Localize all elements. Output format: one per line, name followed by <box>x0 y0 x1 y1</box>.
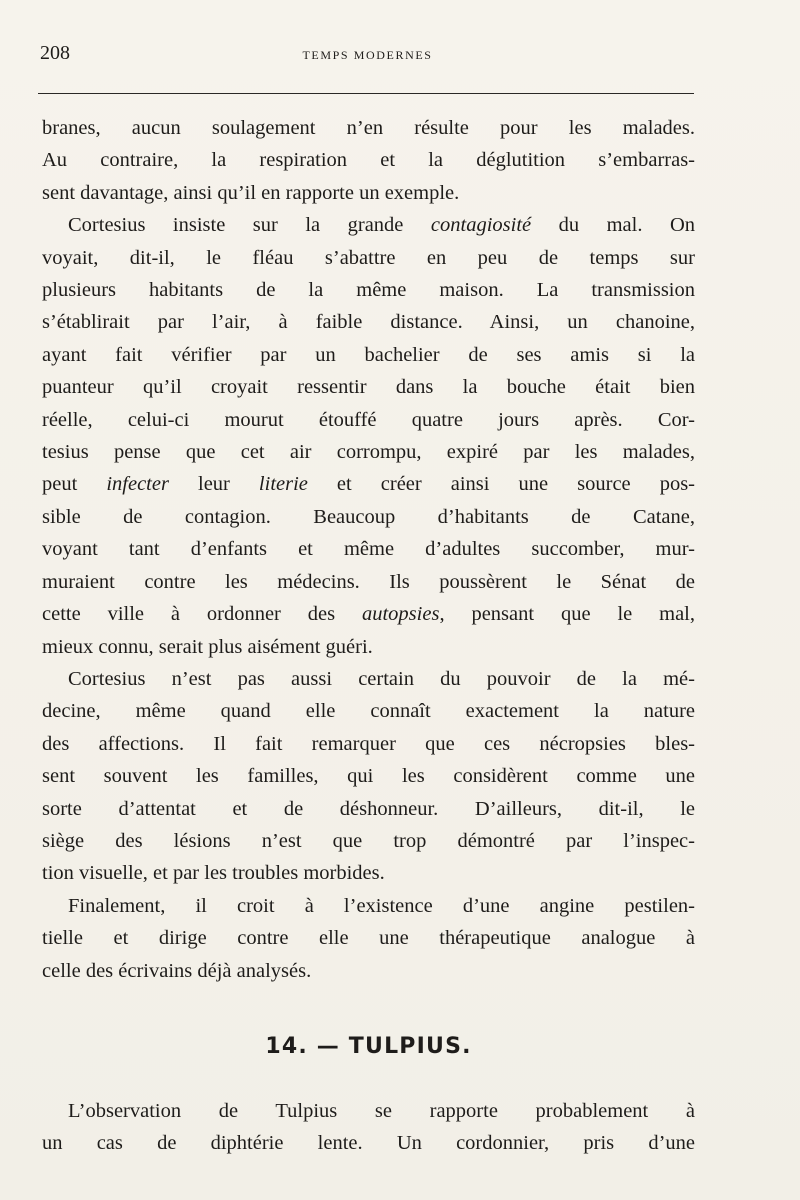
section-heading: 14. — TULPIUS. <box>265 1034 472 1059</box>
text-line: un cas de diphtérie lente. Un cordonnier, pris d’une <box>42 1132 695 1155</box>
text-line: puanteur qu’il croyait ressentir dans la bouche était bien <box>42 376 695 399</box>
text-line: cette ville à ordonner des autopsies, pensant que le mal, <box>42 603 695 626</box>
text-line: siège des lésions n’est que trop démontré par l’inspec- <box>42 829 695 852</box>
emphasis-literie: literie <box>258 473 308 496</box>
text-line: peut infecter leur literie et créer ainsi une source pos- <box>42 473 695 496</box>
text-line: Finalement, il croit à l’existence d’une angine pestilen- <box>68 894 695 917</box>
text-line: sent davantage, ainsi qu’il en rapporte un exemple. <box>42 181 460 204</box>
text-line: voyait, dit-il, le fléau s’abattre en peu de temps sur <box>42 246 695 269</box>
text-line: ayant fait vérifier par un bachelier de ses amis si la <box>42 343 695 366</box>
text-line: sorte d’attentat et de déshonneur. D’ailleurs, dit-il, le <box>42 797 695 820</box>
text-line: s’établirait par l’air, à faible distance. Ainsi, un chanoine, <box>42 311 695 334</box>
page-header <box>40 42 695 72</box>
main-text <box>42 112 695 987</box>
paragraph-conclusion <box>42 890 695 987</box>
text-line: celle des écrivains déjà analysés. <box>42 959 312 982</box>
running-title: TEMPS MODERNES <box>302 48 433 62</box>
text-line: Cortesius n’est pas aussi certain du pouvoir de la mé- <box>68 667 695 690</box>
text-line: Cortesius insiste sur la grande contagiosité du mal. On <box>68 214 696 237</box>
header-rule <box>38 93 694 94</box>
emphasis-autopsies: autopsies <box>361 603 440 626</box>
text-line: des affections. Il fait remarquer que ces nécropsies bles- <box>42 732 695 755</box>
section-text <box>42 1095 695 1160</box>
emphasis-infecter: infecter <box>106 473 169 496</box>
paragraph-continuation <box>42 112 695 209</box>
text-line: L’observation de Tulpius se rapporte probablement à <box>68 1100 695 1122</box>
text-line: tion visuelle, et par les troubles morbides. <box>42 862 385 885</box>
paragraph-autopsies <box>42 663 695 890</box>
text-line: réelle, celui-ci mourut étouffé quatre jours après. Cor- <box>42 408 695 431</box>
text-line: decine, même quand elle connaît exactement la nature <box>42 700 695 723</box>
emphasis-contagiosite: contagiosité <box>430 214 532 237</box>
text-line: sent souvent les familles, qui les considèrent comme une <box>42 765 695 788</box>
text-line: tesius pense que cet air corrompu, expiré par les malades, <box>42 441 695 464</box>
text-line: Au contraire, la respiration et la déglutition s’embarras- <box>42 149 695 172</box>
text-line: mieux connu, serait plus aisément guéri. <box>42 635 373 658</box>
text-line: muraient contre les médecins. Ils poussèrent le Sénat de <box>42 570 695 593</box>
text-line: voyant tant d’enfants et même d’adultes succomber, mur- <box>42 538 695 561</box>
text-line: sible de contagion. Beaucoup d’habitants de Catane, <box>42 505 695 528</box>
page-number: 208 <box>40 42 70 64</box>
text-line: branes, aucun soulagement n’en résulte pour les malades. <box>42 117 695 139</box>
paragraph-contagion <box>42 209 695 663</box>
text-line: tielle et dirige contre elle une thérapeutique analogue à <box>42 927 695 950</box>
text-line: plusieurs habitants de la même maison. La transmission <box>42 279 695 302</box>
